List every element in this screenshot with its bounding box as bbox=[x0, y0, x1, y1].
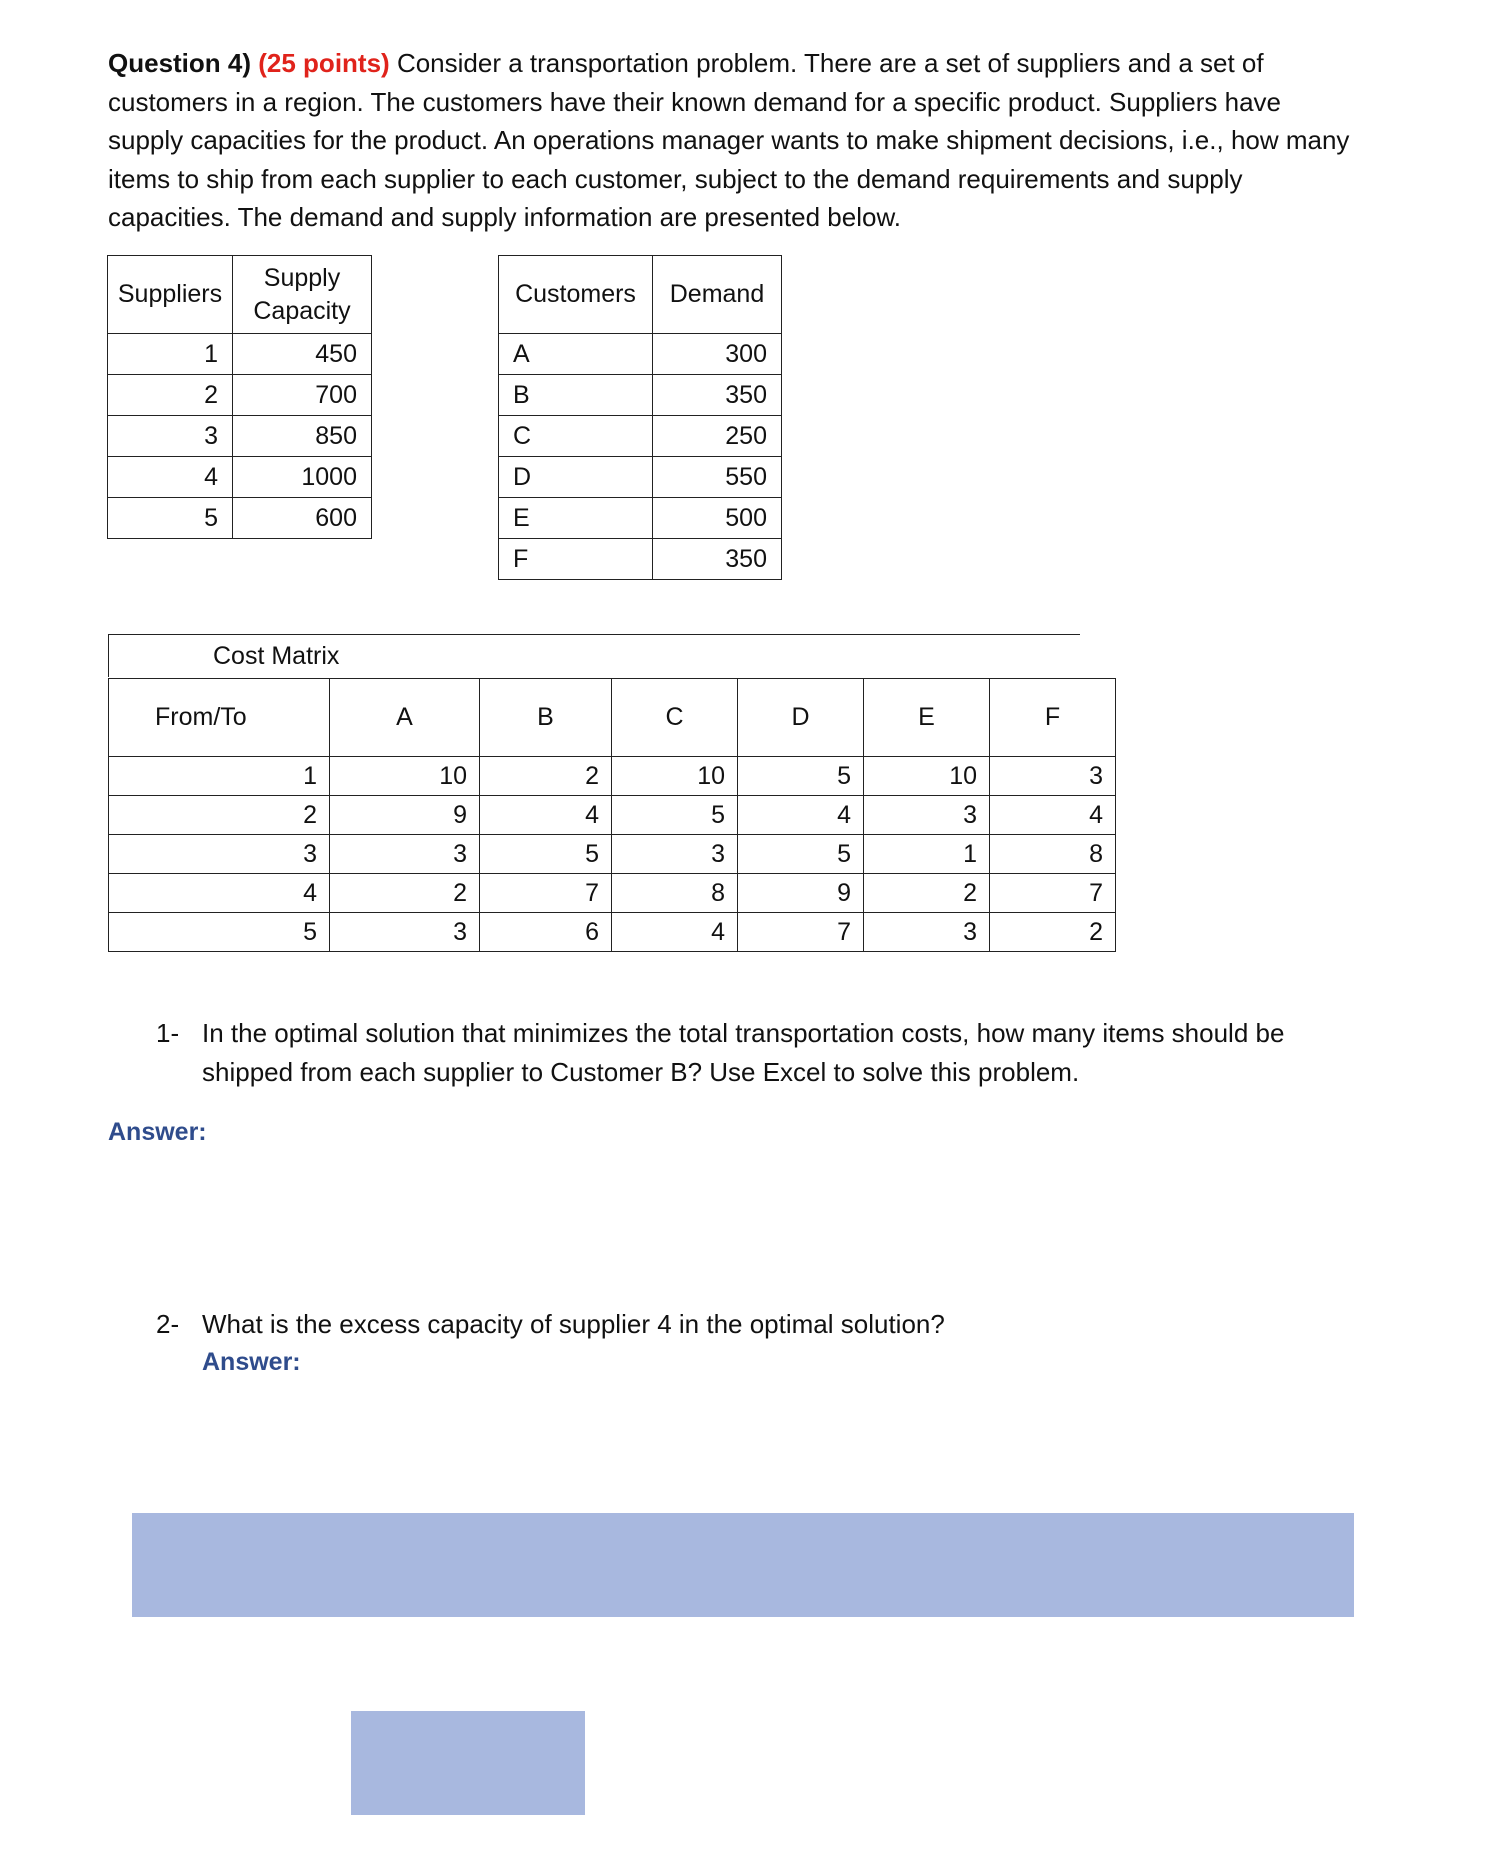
cost-cell: 10 bbox=[330, 757, 480, 796]
customer-id: B bbox=[499, 375, 653, 416]
supply-header-suppliers: Suppliers bbox=[108, 256, 233, 334]
cost-cell: 10 bbox=[864, 757, 990, 796]
customer-id: A bbox=[499, 334, 653, 375]
table-row bbox=[499, 334, 782, 375]
table-row bbox=[108, 334, 372, 375]
supply-table bbox=[107, 255, 372, 539]
cost-cell: 3 bbox=[864, 913, 990, 952]
cost-col-header: A bbox=[330, 679, 480, 757]
answer-2-label: Answer: bbox=[202, 1348, 301, 1376]
supplier-capacity: 700 bbox=[233, 375, 372, 416]
cost-row-label: 2 bbox=[109, 796, 330, 835]
table-row bbox=[499, 498, 782, 539]
cost-cell: 4 bbox=[738, 796, 864, 835]
table-row bbox=[499, 539, 782, 580]
cost-col-header: E bbox=[864, 679, 990, 757]
cost-cell: 7 bbox=[990, 874, 1116, 913]
table-row bbox=[109, 913, 1116, 952]
table-row bbox=[499, 457, 782, 498]
customer-id: F bbox=[499, 539, 653, 580]
cost-cell: 8 bbox=[612, 874, 738, 913]
question-label: Question 4) bbox=[108, 48, 252, 78]
cost-col-header: B bbox=[480, 679, 612, 757]
cost-cell: 6 bbox=[480, 913, 612, 952]
cost-row-label: 1 bbox=[109, 757, 330, 796]
cost-cell: 4 bbox=[480, 796, 612, 835]
table-row bbox=[108, 457, 372, 498]
cost-cell: 7 bbox=[738, 913, 864, 952]
question-text: Consider a transportation problem. There are a set of suppliers and a set of customers in a region. The customers have their known demand for a specific product. Suppliers have supply capacities for the product. An operations manager wants to make shipment decisions, i.e., how many items to ship from each supplier to each customer, subject to the demand requirements and supply capacities. The demand and supply information are presented below. bbox=[108, 48, 1350, 232]
customer-table bbox=[498, 255, 782, 580]
supplier-id: 1 bbox=[108, 334, 233, 375]
customer-id: D bbox=[499, 457, 653, 498]
answer-input-box-small[interactable] bbox=[351, 1711, 585, 1815]
customer-header-customers: Customers bbox=[499, 256, 653, 334]
table-row bbox=[109, 757, 1116, 796]
cost-cell: 2 bbox=[480, 757, 612, 796]
cost-matrix-table bbox=[108, 678, 1116, 952]
cost-cell: 5 bbox=[738, 757, 864, 796]
table-row bbox=[499, 416, 782, 457]
customer-demand: 350 bbox=[653, 539, 782, 580]
supplier-id: 3 bbox=[108, 416, 233, 457]
customer-id: E bbox=[499, 498, 653, 539]
customer-demand: 350 bbox=[653, 375, 782, 416]
answer-1-label: Answer: bbox=[108, 1118, 207, 1146]
cost-cell: 3 bbox=[330, 835, 480, 874]
cost-cell: 4 bbox=[990, 796, 1116, 835]
question-2-number: 2- bbox=[156, 1309, 180, 1339]
cost-col-header: F bbox=[990, 679, 1116, 757]
table-row bbox=[108, 498, 372, 539]
points-label: (25 points) bbox=[258, 48, 390, 78]
question-2-text: What is the excess capacity of supplier 4 in the optimal solution? bbox=[202, 1309, 945, 1339]
customer-id: C bbox=[499, 416, 653, 457]
table-row bbox=[499, 375, 782, 416]
cost-cell: 2 bbox=[990, 913, 1116, 952]
cost-cell: 8 bbox=[990, 835, 1116, 874]
supplier-id: 5 bbox=[108, 498, 233, 539]
cost-cell: 3 bbox=[990, 757, 1116, 796]
supplier-id: 2 bbox=[108, 375, 233, 416]
supplier-capacity: 850 bbox=[233, 416, 372, 457]
question-1-text: In the optimal solution that minimizes the total transportation costs, how many items should be shipped from each supplier to Customer B? Use Excel to solve this problem. bbox=[202, 1018, 1285, 1087]
customer-demand: 550 bbox=[653, 457, 782, 498]
cost-cell: 10 bbox=[612, 757, 738, 796]
supply-header-capacity bbox=[233, 256, 372, 334]
table-row bbox=[109, 835, 1116, 874]
table-row bbox=[108, 375, 372, 416]
cost-cell: 3 bbox=[612, 835, 738, 874]
supplier-capacity: 450 bbox=[233, 334, 372, 375]
customer-demand: 500 bbox=[653, 498, 782, 539]
supplier-id: 4 bbox=[108, 457, 233, 498]
cost-col-header: D bbox=[738, 679, 864, 757]
customer-demand: 300 bbox=[653, 334, 782, 375]
table-row bbox=[108, 416, 372, 457]
cost-matrix-title: Cost Matrix bbox=[213, 642, 340, 670]
customer-demand: 250 bbox=[653, 416, 782, 457]
cost-cell: 2 bbox=[864, 874, 990, 913]
cost-cell: 3 bbox=[864, 796, 990, 835]
supply-header-capacity-text: Supply Capacity bbox=[253, 263, 351, 325]
cost-cell: 7 bbox=[480, 874, 612, 913]
question-1-number: 1- bbox=[156, 1018, 180, 1048]
cost-cell: 5 bbox=[480, 835, 612, 874]
answer-input-box-large[interactable] bbox=[132, 1513, 1354, 1617]
cost-row-label: 5 bbox=[109, 913, 330, 952]
cost-col-header: C bbox=[612, 679, 738, 757]
cost-row-label: 4 bbox=[109, 874, 330, 913]
table-row bbox=[109, 874, 1116, 913]
cost-cell: 5 bbox=[612, 796, 738, 835]
cost-corner-header: From/To bbox=[109, 679, 330, 757]
cost-cell: 3 bbox=[330, 913, 480, 952]
customer-header-demand: Demand bbox=[653, 256, 782, 334]
question-intro bbox=[108, 44, 1358, 237]
cost-cell: 9 bbox=[330, 796, 480, 835]
cost-cell: 4 bbox=[612, 913, 738, 952]
cost-cell: 5 bbox=[738, 835, 864, 874]
table-row bbox=[109, 796, 1116, 835]
cost-row-label: 3 bbox=[109, 835, 330, 874]
cost-cell: 9 bbox=[738, 874, 864, 913]
supplier-capacity: 600 bbox=[233, 498, 372, 539]
supplier-capacity: 1000 bbox=[233, 457, 372, 498]
cost-cell: 2 bbox=[330, 874, 480, 913]
cost-cell: 1 bbox=[864, 835, 990, 874]
